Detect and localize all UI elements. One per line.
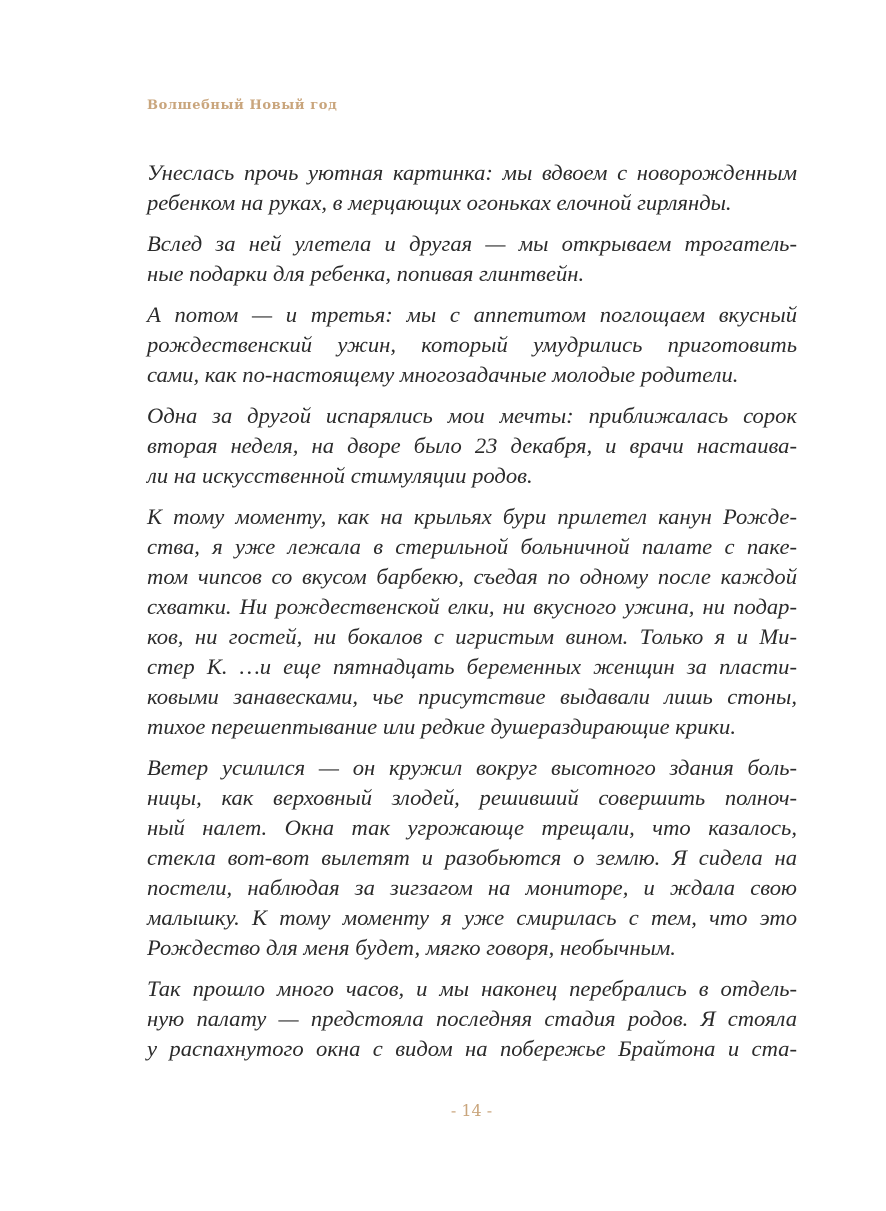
text-line: Так прошло много часов, и мы наконец перебрались в отдель-	[147, 976, 797, 1001]
text-line: ницы, как верховный злодей, решивший совершить полноч-	[147, 785, 797, 810]
text-line: малышку. К тому моменту я уже смирилась с тем, что это	[147, 905, 797, 930]
text-line: рождественский ужин, который умудрились приготовить	[147, 332, 797, 357]
text-line: ли на искусственной стимуляции родов.	[147, 463, 533, 488]
page-number: - 14 -	[450, 1101, 493, 1120]
text-line: Ветер усилился — он кружил вокруг высотного здания боль-	[147, 755, 797, 780]
running-head: Волшебный Новый год	[147, 98, 338, 113]
text-line: Рождество для меня будет, мягко говоря, необычным.	[147, 935, 676, 960]
paragraph-1	[147, 158, 797, 218]
text-line: ковыми занавесками, чье присутствие выдавали лишь стоны,	[147, 684, 797, 709]
text-line: ребенком на руках, в мерцающих огоньках елочной гирлянды.	[147, 190, 732, 215]
paragraph-7	[147, 974, 797, 1064]
paragraph-6	[147, 753, 797, 963]
text-line: Унеслась прочь уютная картинка: мы вдвоем с новорожденным	[147, 160, 797, 185]
text-line: постели, наблюдая за зигзагом на мониторе, и ждала свою	[147, 875, 797, 900]
text-line: А потом — и третья: мы с аппетитом поглощаем вкусный	[147, 302, 797, 327]
text-line: том чипсов со вкусом барбекю, съедая по одному после каждой	[147, 564, 797, 589]
text-line: у распахнутого окна с видом на побережье Брайтона и ста-	[147, 1036, 797, 1061]
text-line: стекла вот-вот вылетят и разобьются о землю. Я сидела на	[147, 845, 797, 870]
text-line: ства, я уже лежала в стерильной больничной палате с паке-	[147, 534, 797, 559]
paragraph-5	[147, 502, 797, 742]
paragraph-4	[147, 401, 797, 491]
text-line: ную палату — предстояла последняя стадия родов. Я стояла	[147, 1006, 797, 1031]
text-line: тихое перешептывание или редкие душераздирающие крики.	[147, 714, 736, 739]
paragraph-2	[147, 229, 797, 289]
text-line: К тому моменту, как на крыльях бури прилетел канун Рожде-	[147, 504, 797, 529]
paragraph-3	[147, 300, 797, 390]
text-line: вторая неделя, на дворе было 23 декабря, и врачи настаива-	[147, 433, 797, 458]
text-line: Одна за другой испарялись мои мечты: приближалась сорок	[147, 403, 797, 428]
text-line: схватки. Ни рождественской елки, ни вкусного ужина, ни подар-	[147, 594, 797, 619]
text-line: сами, как по-настоящему многозадачные молодые родители.	[147, 362, 739, 387]
text-line: ный налет. Окна так угрожающе трещали, что казалось,	[147, 815, 797, 840]
text-line: ков, ни гостей, ни бокалов с игристым вином. Только я и Ми-	[147, 624, 797, 649]
body-text	[147, 158, 797, 1075]
text-line: ные подарки для ребенка, попивая глинтвейн.	[147, 261, 585, 286]
text-line: Вслед за ней улетела и другая — мы открываем трогатель-	[147, 231, 797, 256]
text-line: стер К. …и еще пятнадцать беременных женщин за пласти-	[147, 654, 797, 679]
